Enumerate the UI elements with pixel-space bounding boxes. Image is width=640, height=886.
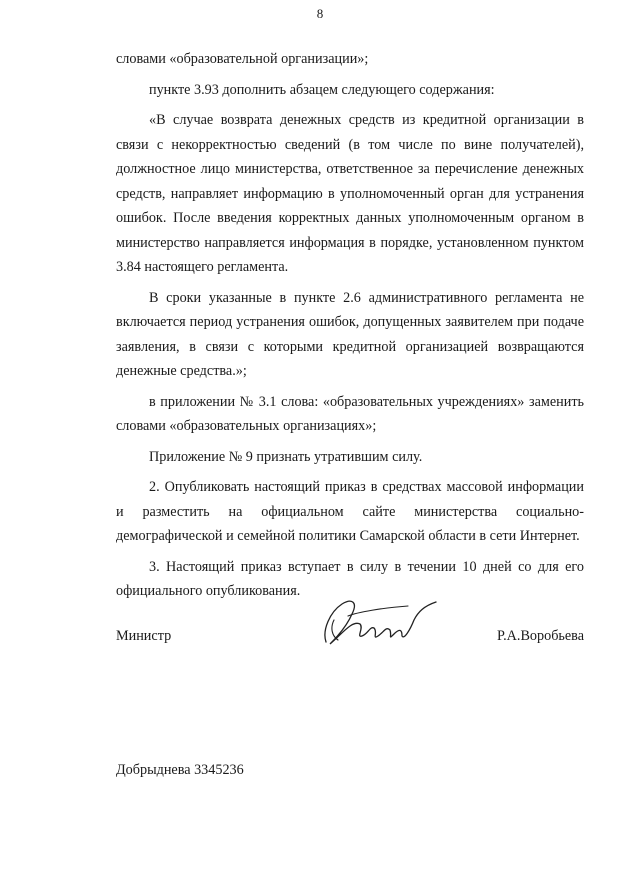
paragraph: Приложение № 9 признать утратившим силу. [149, 448, 423, 465]
paragraph: В сроки указанные в пункте 2.6 административного регламента не включается период устранения ошибок, допущенных заявителем при подаче заявления, в связи с которыми кредитной организацией возвращаются денежные средства.»; [116, 289, 584, 379]
executor-contact: Добрыднева 3345236 [116, 762, 244, 778]
signatory-title: Министр [116, 628, 172, 644]
paragraph: словами «образовательной организации»; [116, 51, 369, 67]
paragraph: «В случае возврата денежных средств из кредитной организации в связи с некорректностью сведений (в том числе по вине получателей), должностное лицо министерства, ответственное за перечисление денежных средств, направляет информацию в уполномоченный орган для устранения ошибок. После введения корректных данных уполномоченным органом в министерство направляется информация в порядке, установленном пунктом 3.84 настоящего регламента. [116, 112, 584, 275]
document-body [116, 47, 584, 604]
paragraph: 3. Настоящий приказ вступает в силу в течении 10 дней со для его официального опубликования. [116, 558, 584, 599]
page-number: 8 [316, 6, 324, 21]
signature-block [116, 590, 584, 660]
handwritten-signature [312, 590, 442, 652]
paragraph: пункте 3.93 дополнить абзацем следующего содержания: [149, 81, 495, 98]
paragraph: 2. Опубликовать настоящий приказ в средствах массовой информации и разместить на официальном сайте министерства социально-демографической и семейной политики Самарской области в сети Интернет. [116, 479, 584, 544]
paragraph: в приложении № 3.1 слова: «образовательных учреждениях» заменить словами «образовательных организациях»; [116, 393, 584, 434]
signatory-name: Р.А.Воробьева [497, 628, 584, 644]
